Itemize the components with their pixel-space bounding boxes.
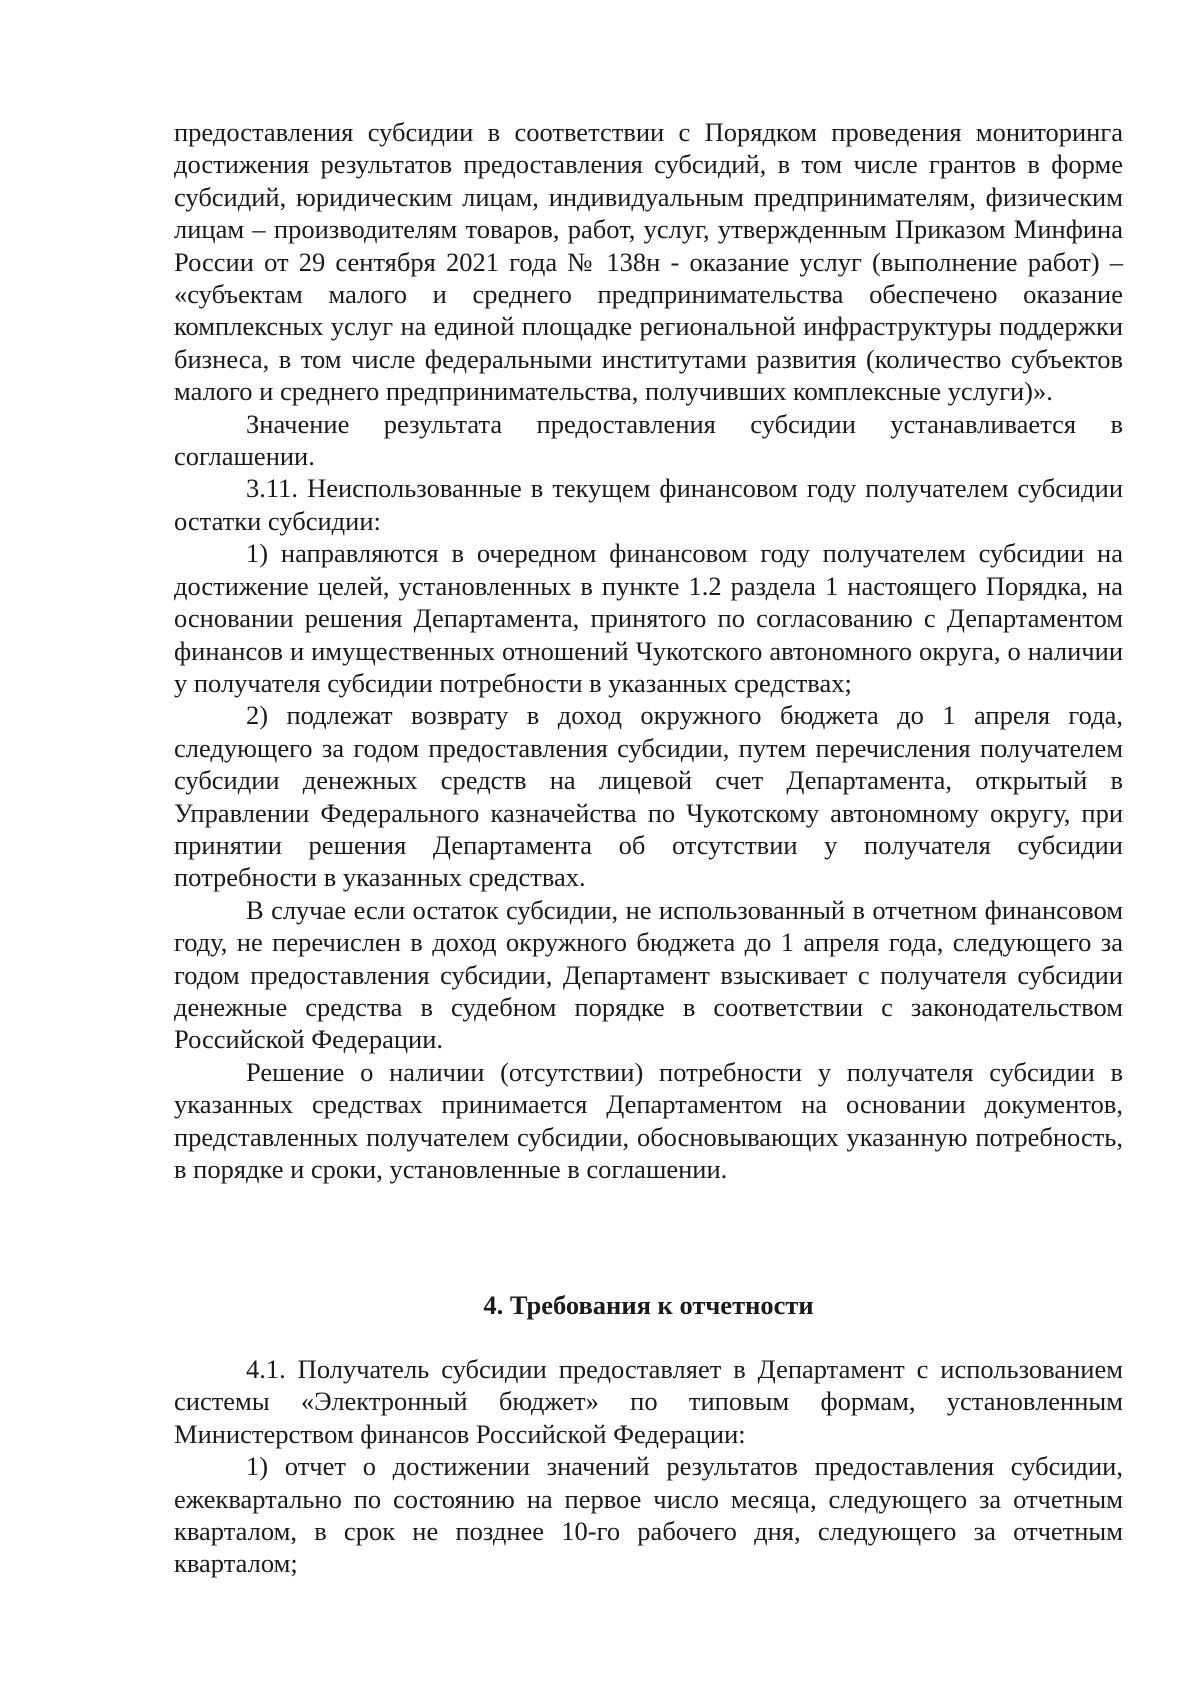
section-4-body [174,1353,1123,1580]
paragraph-unused-remainder: В случае если остаток субсидии, не использованный в отчетном финансовом году, не перечислен в доход окружного бюджета до 1 апреля года, следующего за годом предоставления субсидии, Департамент взыскивает с получателя субсидии денежные средства в судебном порядке в соответствии с законодательством Российской Федерации. [174,894,1123,1055]
paragraph-result-continuation: предоставления субсидии в соответствии с Порядком проведения мониторинга достижения результатов предоставления субсидий, в том числе грантов в форме субсидий, юридическим лицам, индивидуальным предпринимателям, физическим лицам – производителям товаров, работ, услуг, утвержденным Приказом Минфина России от 29 сентября 2021 года № 138н - оказание услуг (выполнение работ) – «субъектам малого и среднего предпринимательства обеспечено оказание комплексных услуг на единой площадке региональной инфраструктуры поддержки бизнеса, в том числе федеральными институтами развития (количество субъектов малого и среднего предпринимательства, получивших комплексные услуги)». [174,117,1123,407]
paragraph-3-11-item-2: 2) подлежат возврату в доход окружного бюджета до 1 апреля года, следующего за годом предоставления субсидии, путем перечисления получателем субсидии денежных средств на лицевой счет Департамента, открытый в Управлении Федерального казначейства по Чукотскому автономному округу, при принятии решения Департамента об отсутствии у получателя субсидии потребности в указанных средствах. [174,700,1123,893]
paragraph-need-decision: Решение о наличии (отсутствии) потребности у получателя субсидии в указанных средствах принимается Департаментом на основании документов, представленных получателем субсидии, обосновывающих указанную потребность, в порядке и сроки, установленные в соглашении. [174,1056,1123,1184]
paragraph-4-1-item-1: 1) отчет о достижении значений результатов предоставления субсидии, ежеквартально по состоянию на первое число месяца, следующего за отчетным кварталом, в срок не позднее 10-го рабочего дня, следующего за отчетным кварталом; [174,1451,1123,1579]
section-3-body [174,116,1123,1185]
paragraph-3-11: 3.11. Неиспользованные в текущем финансовом году получателем субсидии остатки субсидии: [174,473,1123,536]
paragraph-4-1: 4.1. Получатель субсидии предоставляет в Департамент с использованием системы «Электронный бюджет» по типовым формам, установленным Министерством финансов Российской Федерации: [174,1354,1123,1449]
paragraph-3-11-item-1: 1) направляются в очередном финансовом году получателем субсидии на достижение целей, установленных в пункте 1.2 раздела 1 настоящего Порядка, на основании решения Департамента, принятого по согласованию с Департаментом финансов и имущественных отношений Чукотского автономного округа, о наличии у получателя субсидии потребности в указанных средствах; [174,538,1123,698]
paragraph-result-value: Значение результата предоставления субсидии устанавливается в соглашении. [174,408,1123,472]
section-4-heading: 4. Требования к отчетности [483,1290,814,1320]
